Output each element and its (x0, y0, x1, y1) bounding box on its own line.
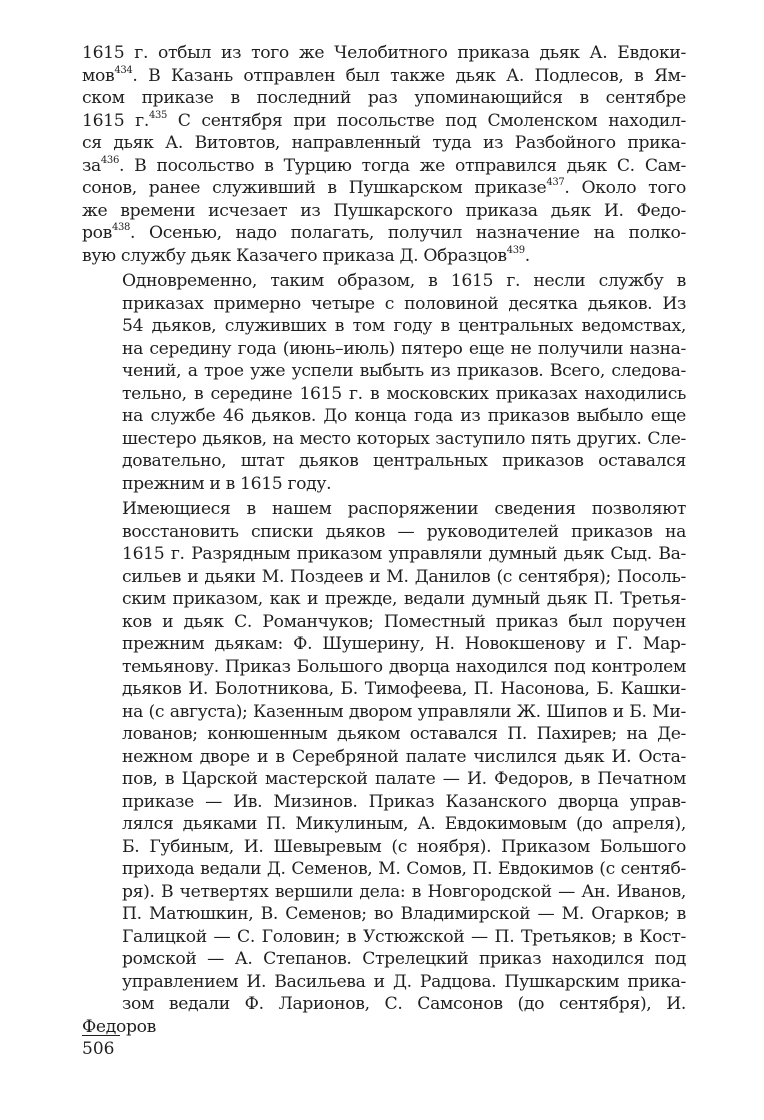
text-segment: ров (82, 223, 112, 243)
text-segment: 1615 г. Разрядным приказом управляли думный дьяк Сыд. Ва- (122, 544, 686, 564)
text-segment: прежним дьякам: Ф. Шушерину, Н. Новокшенову и Г. Мар- (122, 634, 686, 654)
text-segment: лованов; конюшенным дьяком оставался П. Пахирев; на Де- (122, 724, 686, 744)
text-line (82, 791, 686, 814)
text-segment: ря). В четвертях вершили дела: в Новгородской — Ан. Иванов, (122, 881, 686, 902)
text-segment: П. Матюшкин, В. Семенов; во Владимирской — М. Огарков; в (122, 904, 686, 924)
text-line (82, 723, 686, 746)
text-line (82, 701, 686, 724)
text-line (82, 222, 686, 245)
text-line (82, 543, 686, 566)
text-segment: сонов, ранее служивший в Пушкарском приказе (82, 178, 547, 198)
text-line (82, 768, 686, 791)
text-segment: прихода ведали Д. Семенов, М. Сомов, П. Евдокимов (с сентяб- (122, 859, 686, 879)
page-footer (82, 1035, 122, 1059)
text-line (82, 678, 686, 701)
footnote-ref[interactable]: 437 (546, 177, 565, 189)
text-line (82, 200, 686, 223)
text-segment: . В посольство в Турцию тогда же отправился дьяк С. Сам- (118, 155, 686, 176)
text-segment: ков и дьяк С. Романчуков; Поместный приказ был поручен (122, 611, 686, 632)
text-segment: сильев и дьяки М. Поздеев и М. Данилов (с сентября); Посоль- (122, 566, 686, 587)
text-line (82, 971, 686, 994)
text-segment: шестеро дьяков, на место которых заступило пять других. Сле- (122, 428, 686, 449)
footnote-ref[interactable]: 439 (506, 244, 525, 256)
text-line (82, 155, 686, 178)
text-line (82, 428, 686, 451)
paragraph-1 (82, 42, 686, 267)
text-segment: Одновременно, таким образом, в 1615 г. несли службу в (122, 271, 686, 291)
text-segment: вую службу дьяк Казачего приказа Д. Образцов (82, 245, 507, 266)
page-body (82, 42, 686, 1038)
text-segment: ском приказе в последний раз упоминающийся в сентябре (82, 88, 686, 108)
text-segment: . Осенью, надо полагать, получил назначение на полко- (130, 223, 686, 243)
paragraph-3 (82, 498, 686, 1038)
text-line (82, 110, 686, 133)
text-line (82, 566, 686, 589)
text-segment: приказах примерно четыре с половиной десятка дьяков. Из (122, 293, 686, 314)
text-segment: Имеющиеся в нашем распоряжении сведения позволяют (122, 499, 686, 519)
text-segment: управлением И. Васильева и Д. Радцова. Пушкарским прика- (122, 971, 686, 992)
footnote-ref[interactable]: 436 (100, 154, 119, 166)
text-line (82, 132, 686, 155)
footnote-ref[interactable]: 434 (114, 64, 133, 76)
text-segment: 1615 г. (82, 110, 149, 131)
text-line (82, 881, 686, 904)
text-line (82, 245, 686, 268)
text-segment: же времени исчезает из Пушкарского приказа дьяк И. Федо- (82, 200, 686, 221)
page-number: 506 (82, 1039, 115, 1059)
text-segment: С сентября при посольстве под Смоленском находил- (166, 110, 686, 131)
text-segment: пов, в Царской мастерской палате — И. Федоров, в Печатном (122, 769, 686, 789)
text-segment: лялся дьяками П. Микулиным, А. Евдокимовым (до апреля), (122, 814, 686, 834)
text-line (82, 498, 686, 521)
text-line (82, 65, 686, 88)
text-line (82, 633, 686, 656)
footnote-ref[interactable]: 435 (148, 109, 167, 121)
text-segment: за (82, 155, 101, 176)
text-segment: довательно, штат дьяков центральных приказов оставался (122, 451, 686, 471)
text-line (82, 926, 686, 949)
text-segment: 1615 г. отбыл из того же Челобитного приказа дьяк А. Евдоки- (82, 43, 686, 63)
text-segment: Галицкой — С. Головин; в Устюжской — П. Третьяков; в Кост- (122, 926, 686, 947)
text-segment: мов (82, 65, 115, 86)
text-segment: на (с августа); Казенным двором управляли Ж. Шипов и Б. Ми- (122, 701, 686, 722)
text-segment: темьянову. Приказ Большого дворца находился под контролем (122, 656, 686, 677)
text-segment: ся дьяк А. Витовтов, направленный туда из Разбойного прика- (82, 133, 686, 153)
text-line (82, 383, 686, 406)
text-segment: . Около того (564, 178, 686, 198)
text-segment: ским приказом, как и прежде, ведали думный дьяк П. Третья- (122, 589, 686, 609)
text-line (82, 450, 686, 473)
text-segment: нежном дворе и в Серебряной палате числился дьяк И. Оста- (122, 746, 686, 767)
text-line (82, 338, 686, 361)
text-segment: на середину года (июнь–июль) пятеро еще не получили назна- (122, 338, 686, 359)
text-line (82, 858, 686, 881)
text-line (82, 87, 686, 110)
text-line (82, 948, 686, 971)
text-segment: прежним и в 1615 году. (122, 473, 332, 494)
text-segment: . В Казань отправлен был также дьяк А. Подлесов, в Ям- (132, 65, 686, 86)
text-segment: на службе 46 дьяков. До конца года из приказов выбыло еще (122, 406, 686, 426)
text-segment: ромской — А. Степанов. Стрелецкий приказ находился под (122, 949, 686, 969)
text-segment: зом ведали Ф. Ларионов, С. Самсонов (до сентября), И. Федоров (82, 994, 686, 1037)
text-segment: приказе — Ив. Мизинов. Приказ Казанского дворца управ- (122, 791, 686, 812)
text-line (82, 270, 686, 293)
text-line (82, 473, 686, 496)
text-segment: дьяков И. Болотникова, Б. Тимофеева, П. Насонова, Б. Кашки- (122, 679, 686, 699)
text-line (82, 813, 686, 836)
text-line (82, 405, 686, 428)
text-segment: 54 дьяков, служивших в том году в центральных ведомствах, (122, 316, 686, 336)
text-segment: восстановить списки дьяков — руководителей приказов на (122, 521, 686, 542)
footer-rule (82, 1035, 120, 1036)
text-line (82, 177, 686, 200)
paragraph-2 (82, 270, 686, 495)
text-line (82, 993, 686, 1038)
text-segment: тельно, в середине 1615 г. в московских приказах находились (122, 383, 686, 404)
text-segment: Б. Губиным, И. Шевыревым (с ноября). Приказом Большого (122, 836, 686, 857)
text-line (82, 42, 686, 65)
text-line (82, 588, 686, 611)
text-line (82, 360, 686, 383)
text-segment: . (524, 245, 530, 266)
text-line (82, 521, 686, 544)
text-line (82, 293, 686, 316)
text-line (82, 315, 686, 338)
text-line (82, 656, 686, 679)
text-segment: чений, а трое уже успели выбыть из приказов. Всего, следова- (122, 361, 686, 381)
text-line (82, 746, 686, 769)
footnote-ref[interactable]: 438 (111, 222, 131, 234)
text-line (82, 903, 686, 926)
text-line (82, 836, 686, 859)
text-line (82, 611, 686, 634)
